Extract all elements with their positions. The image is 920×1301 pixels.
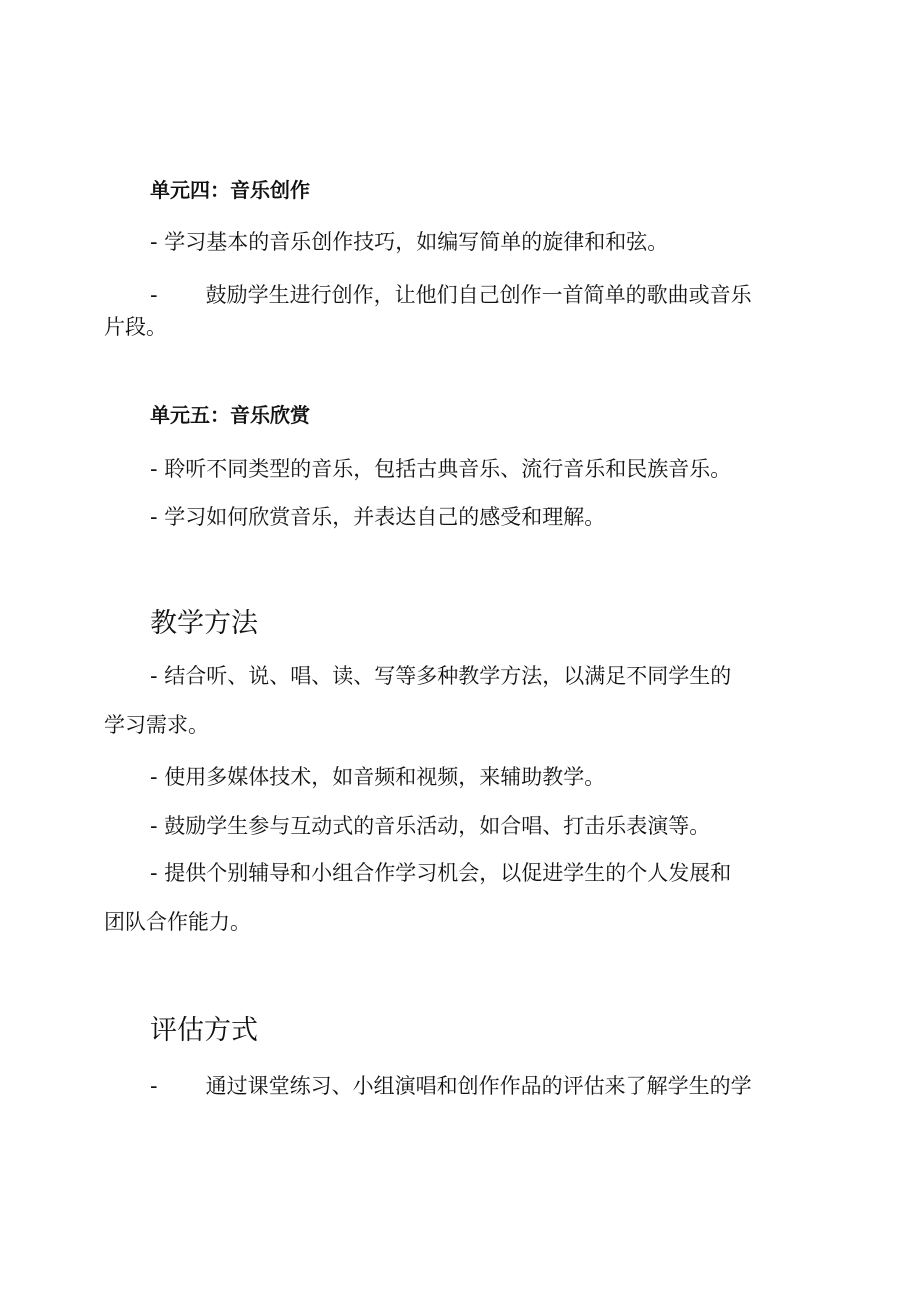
unit5-item-1 [150,455,731,483]
unit5-title: 单元五：音乐欣赏 [150,403,310,427]
methods-item-4-text: 提供个别辅导和小组合作学习机会，以促进学生的个人发展和 [164,861,732,885]
methods-item-3-text: 鼓励学生参与互动式的音乐活动，如合唱、打击乐表演等。 [164,814,711,838]
methods-item-4-cont: 团队合作能力。 [104,910,251,934]
unit4-item-2-text: 鼓励学生进行创作，让他们自己创作一首简单的歌曲或音乐 [205,283,752,307]
bullet-dash: - [150,664,158,688]
assessment-item-1-text: 通过课堂练习、小组演唱和创作作品的评估来了解学生的学 [205,1074,752,1098]
unit4-title: 单元四：音乐创作 [150,178,310,202]
bullet-dash: - [150,765,158,789]
assessment-title: 评估方式 [150,1015,258,1046]
methods-item-1-text: 结合听、说、唱、读、写等多种教学方法，以满足不同学生的 [164,664,732,688]
methods-item-3 [150,812,710,840]
assessment-item-1 [150,1072,752,1100]
unit4-item-1 [150,228,668,256]
unit5-item-1-text: 聆听不同类型的音乐，包括古典音乐、流行音乐和民族音乐。 [164,457,732,481]
bullet-dash: - [150,1074,158,1098]
bullet-dash: - [150,283,158,307]
methods-item-2 [150,763,605,791]
unit4-item-2-cont: 片段。 [104,315,167,339]
methods-item-1 [150,662,731,690]
unit5-item-2-text: 学习如何欣赏音乐，并表达自己的感受和理解。 [164,505,606,529]
methods-title: 教学方法 [150,608,258,639]
bullet-dash: - [150,230,158,254]
bullet-dash: - [150,457,158,481]
methods-item-2-text: 使用多媒体技术，如音频和视频，来辅助教学。 [164,765,606,789]
unit4-item-1-text: 学习基本的音乐创作技巧，如编写简单的旋律和和弦。 [164,230,669,254]
bullet-dash: - [150,814,158,838]
methods-item-4 [150,859,731,887]
unit4-item-2 [150,281,752,309]
bullet-dash: - [150,861,158,885]
methods-item-1-cont: 学习需求。 [104,713,209,737]
unit5-item-2 [150,503,605,531]
bullet-dash: - [150,505,158,529]
